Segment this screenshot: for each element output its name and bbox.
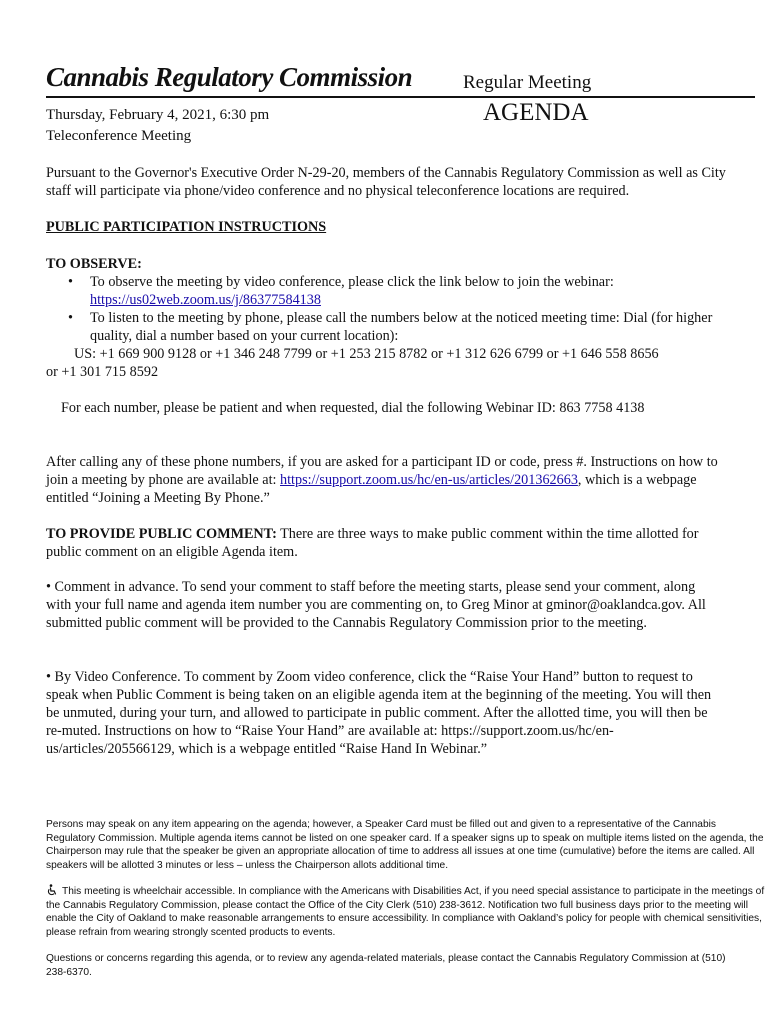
speaker-notice: Persons may speak on any item appearing on the agenda; however, a Speaker Card must be filled out and given to a representative of the Cannabis Regulatory Commission. Multiple agenda items cannot be listed on one speaker card. If a speaker signs up to speak on multiple items listed on the agenda, the Chairperson may rule that the speaker be given an appropriate allocation of time to address all issues at one time (cumulative) before the items are called. All speakers will be allotted 3 minutes or less – unless the Chairperson allots additional time.: [46, 819, 764, 871]
accessibility-text: This meeting is wheelchair accessible. In compliance with the Americans with Disabilities Act, if you need special assistance to participate in the meetings of the Cannabis Regulatory Commission, please contact the Office of the City Clerk (510) 238-3612. Notification two full business days prior to the meeting will enable the City of Oakland to make reasonable arrangements to ensure accessibility. In compliance with Oakland’s policy for people with chemical sensitivities, please refrain from wearing strongly scented products to events.: [46, 886, 765, 938]
bullet-icon: •: [68, 310, 73, 326]
intro-paragraph: Pursuant to the Governor's Executive Order N-29-20, members of the Cannabis Regulatory Commission as well as City staff will participate via phone/video conference and no physical teleconference locations are required.: [46, 165, 726, 199]
header-rule: [46, 96, 755, 98]
list-item: [66, 309, 726, 345]
comment-video: • By Video Conference. To comment by Zoom video conference, click the “Raise Your Hand” button to request to speak when Public Comment is being taken on an eligible agenda item at the beginning of the meeting. You will then be unmuted, during your turn, and allowed to participate in public comment. After the allotted time, you will then be re-muted. Instructions on how to “Raise Your Hand” are available at: https://support.zoom.us/hc/en-us/articles/205566129, which is a webpage entitled “Raise Hand In Webinar.”: [46, 669, 712, 757]
observe-list: [66, 273, 726, 345]
questions-notice: Questions or concerns regarding this agenda, or to review any agenda-related materials, please contact the Cannabis Regulatory Commission at (510) 238-6370.: [46, 953, 726, 978]
accessibility-notice: [46, 884, 768, 939]
after-calling-text: After calling any of these phone numbers, if you are asked for a participant ID or code, press #. Instructions on how to join a meeting by phone are available at:: [46, 454, 718, 488]
webinar-id-text: For each number, please be patient and when requested, dial the following Webinar ID: 863 7758 4138: [61, 400, 645, 416]
phone-numbers-line-2: or +1 301 715 8592: [46, 364, 159, 380]
comment-heading-text: There are three ways to make public comment within the time allotted for public comment on an eligible Agenda item.: [46, 526, 699, 560]
wheelchair-icon: [46, 884, 58, 896]
video-instructions: To observe the meeting by video conference, please click the link below to join the webinar:: [90, 274, 614, 290]
agenda-label: AGENDA: [483, 99, 589, 126]
after-calling-text-end: , which is a webpage entitled “Joining a Meeting By Phone.”: [46, 472, 697, 506]
bullet-icon: •: [68, 274, 73, 290]
webinar-link[interactable]: https://us02web.zoom.us/j/86377584138: [90, 292, 321, 308]
meeting-date: Thursday, February 4, 2021, 6:30 pm: [46, 107, 270, 123]
list-item: [66, 273, 726, 309]
meeting-location: Teleconference Meeting: [46, 128, 192, 144]
after-calling-paragraph: [46, 453, 722, 507]
comment-heading: TO PROVIDE PUBLIC COMMENT:: [46, 526, 277, 542]
phone-numbers-line: US: +1 669 900 9128 or +1 346 248 7799 or +1 253 215 8782 or +1 312 626 6799 or +1 646 558 8656: [74, 346, 659, 362]
meeting-type: Regular Meeting: [463, 72, 592, 93]
phone-help-link[interactable]: https://support.zoom.us/hc/en-us/articles/201362663: [280, 472, 578, 488]
page-title: Cannabis Regulatory Commission: [46, 62, 413, 92]
comment-advance: • Comment in advance. To send your comment to staff before the meeting starts, please send your comment, along with your full name and agenda item number you are commenting on, to Greg Minor at gminor@oaklandca.gov. All submitted public comment will be provided to the Cannabis Regulatory Commission prior to the meeting.: [46, 579, 706, 631]
phone-instructions: To listen to the meeting by phone, please call the numbers below at the noticed meeting time: Dial (for higher quality, dial a number based on your current location):: [90, 310, 713, 344]
instructions-heading: PUBLIC PARTICIPATION INSTRUCTIONS: [46, 219, 327, 235]
observe-heading: TO OBSERVE:: [46, 256, 142, 272]
comment-intro: [46, 525, 722, 561]
